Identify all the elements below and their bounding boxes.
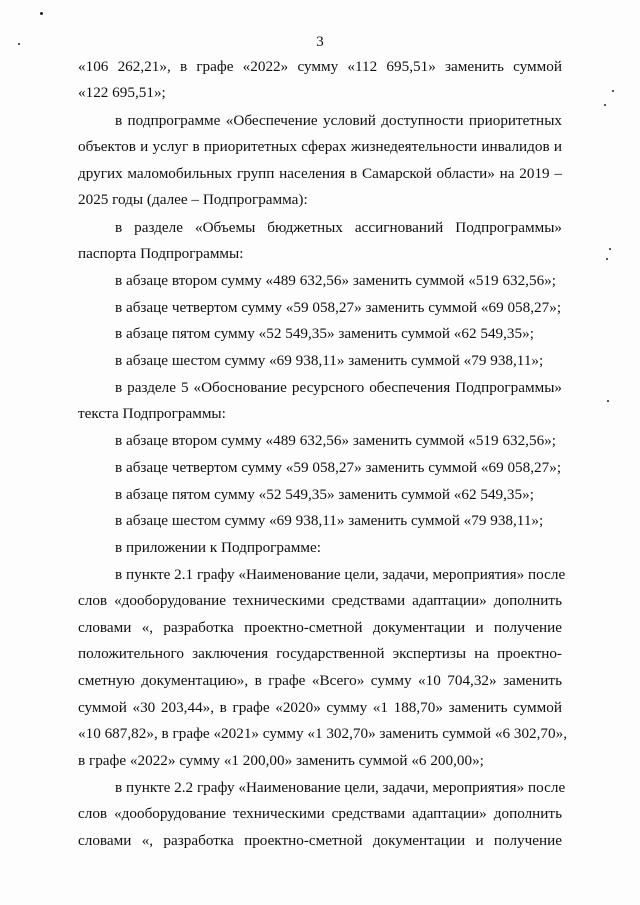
text-line: словами «, разработка проектно-сметной документации и получение — [78, 619, 562, 636]
text-line: словами «, разработка проектно-сметной документации и получение — [78, 832, 562, 849]
text-line: «122 695,51»; — [78, 84, 166, 101]
text-line: других маломобильных групп населения в Самарской области» на 2019 – — [78, 165, 562, 182]
text-line: в разделе «Объемы бюджетных ассигнований Подпрограммы» — [115, 219, 562, 236]
text-line: в графе «2022» сумму «1 200,00» заменить суммой «6 200,00»; — [78, 752, 484, 769]
scan-speck — [40, 12, 43, 15]
text-line: текста Подпрограммы: — [78, 405, 226, 422]
text-line: в абзаце втором сумму «489 632,56» заменить суммой «519 632,56»; — [115, 432, 556, 449]
text-line: «106 262,21», в графе «2022» сумму «112 695,51» заменить суммой — [78, 58, 562, 75]
text-line: паспорта Подпрограммы: — [78, 245, 244, 262]
text-line: «10 687,82», в графе «2021» сумму «1 302,70» заменить суммой «6 302,70», — [78, 725, 568, 742]
text-line: сметную документацию», в графе «Всего» сумму «10 704,32» заменить — [78, 672, 562, 689]
text-line: в абзаце пятом сумму «52 549,35» заменить суммой «62 549,35»; — [115, 486, 534, 503]
text-line: в абзаце четвертом сумму «59 058,27» заменить суммой «69 058,27»; — [115, 299, 562, 316]
text-line: в абзаце четвертом сумму «59 058,27» заменить суммой «69 058,27»; — [115, 459, 562, 476]
scan-speck — [609, 248, 611, 250]
text-line: в подпрограмме «Обеспечение условий доступности приоритетных — [115, 112, 562, 129]
text-line: в абзаце пятом сумму «52 549,35» заменить суммой «62 549,35»; — [115, 325, 534, 342]
text-line: в пункте 2.2 графу «Наименование цели, задачи, мероприятия» после — [115, 779, 566, 796]
scan-speck — [18, 43, 20, 45]
text-line: в приложении к Подпрограмме: — [115, 539, 321, 556]
text-line: слов «дооборудование техническими средствами адаптации» дополнить — [78, 592, 562, 609]
text-line: слов «дооборудование техническими средствами адаптации» дополнить — [78, 805, 562, 822]
scan-speck — [604, 104, 606, 106]
text-line: суммой «30 203,44», в графе «2020» сумму «1 188,70» заменить суммой — [78, 699, 562, 716]
scan-speck — [612, 90, 614, 92]
text-line: 2025 годы (далее – Подпрограмма): — [78, 191, 308, 208]
page-number: 3 — [316, 34, 324, 50]
scan-speck — [607, 400, 609, 402]
text-line: в абзаце шестом сумму «69 938,11» заменить суммой «79 938,11»; — [115, 512, 544, 529]
scan-speck — [606, 258, 608, 260]
text-line: положительного заключения государственной экспертизы на проектно- — [78, 645, 562, 662]
text-line: в абзаце шестом сумму «69 938,11» заменить суммой «79 938,11»; — [115, 352, 544, 369]
text-line: объектов и услуг в приоритетных сферах жизнедеятельности инвалидов и — [78, 138, 562, 155]
text-line: в пункте 2.1 графу «Наименование цели, задачи, мероприятия» после — [115, 566, 566, 583]
text-line: в разделе 5 «Обоснование ресурсного обеспечения Подпрограммы» — [115, 379, 562, 396]
text-line: в абзаце втором сумму «489 632,56» заменить суммой «519 632,56»; — [115, 272, 556, 289]
